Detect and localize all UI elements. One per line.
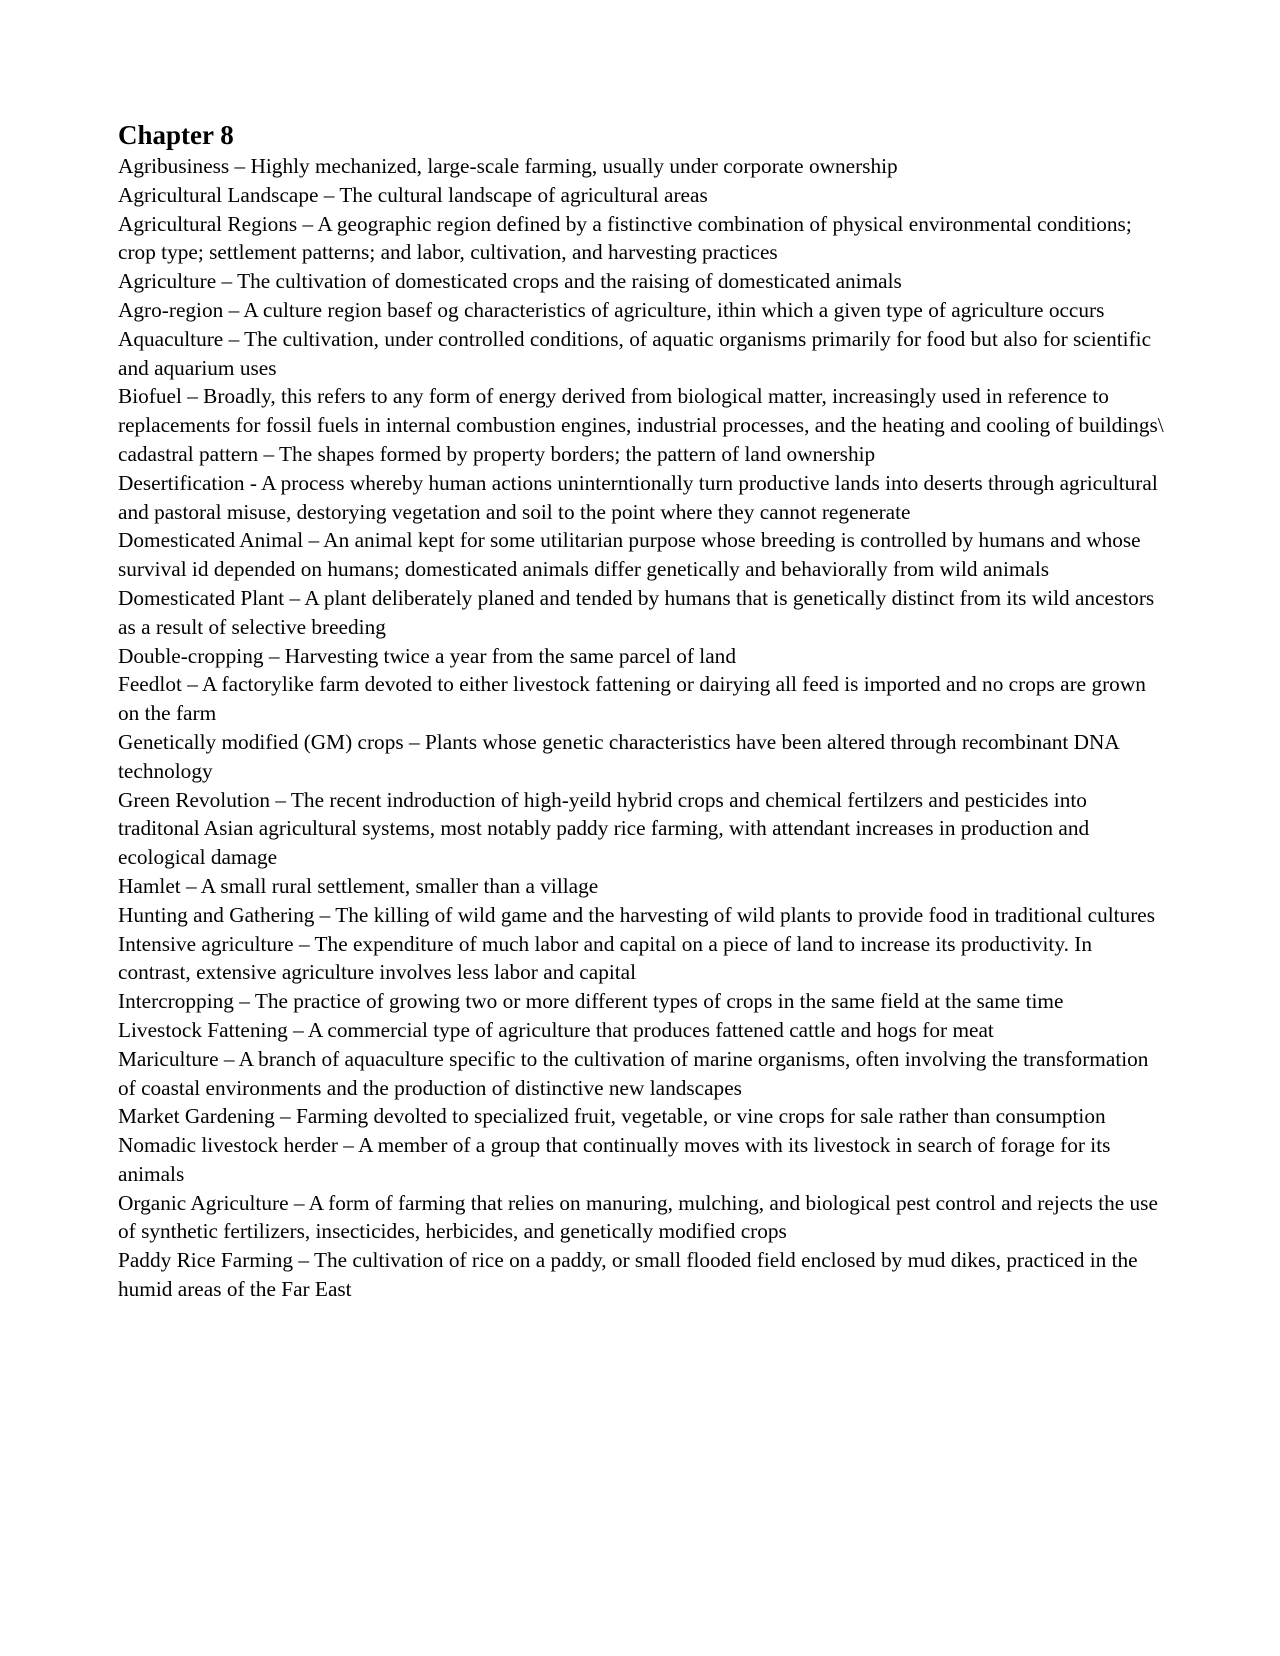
glossary-entry: Feedlot – A factorylike farm devoted to either livestock fattening or dairying all feed is imported and no crops are grown on the farm [118,672,1146,726]
glossary-entry: Hamlet – A small rural settlement, smaller than a village [118,873,599,898]
glossary-entry: Hunting and Gathering – The killing of wild game and the harvesting of wild plants to provide food in traditional cultures [118,902,1156,927]
glossary-entry: Market Gardening – Farming devolted to specialized fruit, vegetable, or vine crops for sale rather than consumption [118,1104,1106,1129]
glossary-entry: Agro-region – A culture region basef og characteristics of agriculture, ithin which a given type of agriculture occurs [118,297,1105,322]
glossary-entry: Nomadic livestock herder – A member of a group that continually moves with its livestock in search of forage for its animals [118,1133,1111,1186]
glossary-entry: Desertification - A process whereby human actions uninterntionally turn productive lands into deserts through agricultural and pastoral misuse, destorying vegetation and soil to the point where they cannot regenerate [118,470,1158,524]
glossary-entry: Biofuel – Broadly, this refers to any form of energy derived from biological matter, increasingly used in reference to replacements for fossil fuels in internal combustion engines, industrial processes, and the heating and cooling of buildings\ [118,384,1164,438]
glossary-entry: Domesticated Plant – A plant deliberately planed and tended by humans that is genetically distinct from its wild ancestors as a result of selective breeding [118,585,1155,639]
glossary-entry: Agricultural Landscape – The cultural landscape of agricultural areas [118,182,708,207]
glossary-entry: Double-cropping – Harvesting twice a year from the same parcel of land [118,643,736,668]
glossary-entry: Aquaculture – The cultivation, under controlled conditions, of aquatic organisms primarily for food but also for scientific and aquarium uses [118,326,1152,380]
glossary-entry: Green Revolution – The recent indroduction of high-yeild hybrid crops and chemical fertilzers and pesticides into traditonal Asian agricultural systems, most notably paddy rice farming, with attendant increases in production and ecological damage [118,787,1090,870]
glossary-entry: Genetically modified (GM) crops – Plants whose genetic characteristics have been altered through recombinant DNA technology [118,729,1119,783]
glossary-entry: Agricultural Regions – A geographic region defined by a fistinctive combination of physical environmental conditions; crop type; settlement patterns; and labor, cultivation, and harvesting practices [118,211,1132,265]
glossary-entry: Livestock Fattening – A commercial type of agriculture that produces fattened cattle and hogs for meat [118,1017,994,1042]
glossary-entry: Intercropping – The practice of growing two or more different types of crops in the same field at the same time [118,989,1064,1014]
glossary-entry: Agribusiness – Highly mechanized, large-scale farming, usually under corporate ownership [118,154,898,178]
glossary-entry: Agriculture – The cultivation of domesticated crops and the raising of domesticated animals [118,269,902,294]
document-page [118,118,1168,1304]
glossary-entry: Domesticated Animal – An animal kept for some utilitarian purpose whose breeding is controlled by humans and whose survival id depended on humans; domesticated animals differ genetically and behaviorally from wild animals [118,528,1141,582]
glossary-entry: Intensive agriculture – The expenditure of much labor and capital on a piece of land to increase its productivity. In contrast, extensive agriculture involves less labor and capital [118,931,1092,985]
glossary-entry: Organic Agriculture – A form of farming that relies on manuring, mulching, and biological pest control and rejects the use of synthetic fertilizers, insecticides, herbicides, and genetically modified crops [118,1190,1158,1244]
glossary-list [118,152,1168,1304]
glossary-entry: Paddy Rice Farming – The cultivation of rice on a paddy, or small flooded field enclosed by mud dikes, practiced in the humid areas of the Far East [118,1248,1138,1302]
glossary-entry: cadastral pattern – The shapes formed by property borders; the pattern of land ownership [118,441,876,466]
glossary-entry: Mariculture – A branch of aquaculture specific to the cultivation of marine organisms, often involving the transformation of coastal environments and the production of distinctive new landscapes [118,1046,1149,1100]
chapter-title: Chapter 8 [118,120,234,150]
